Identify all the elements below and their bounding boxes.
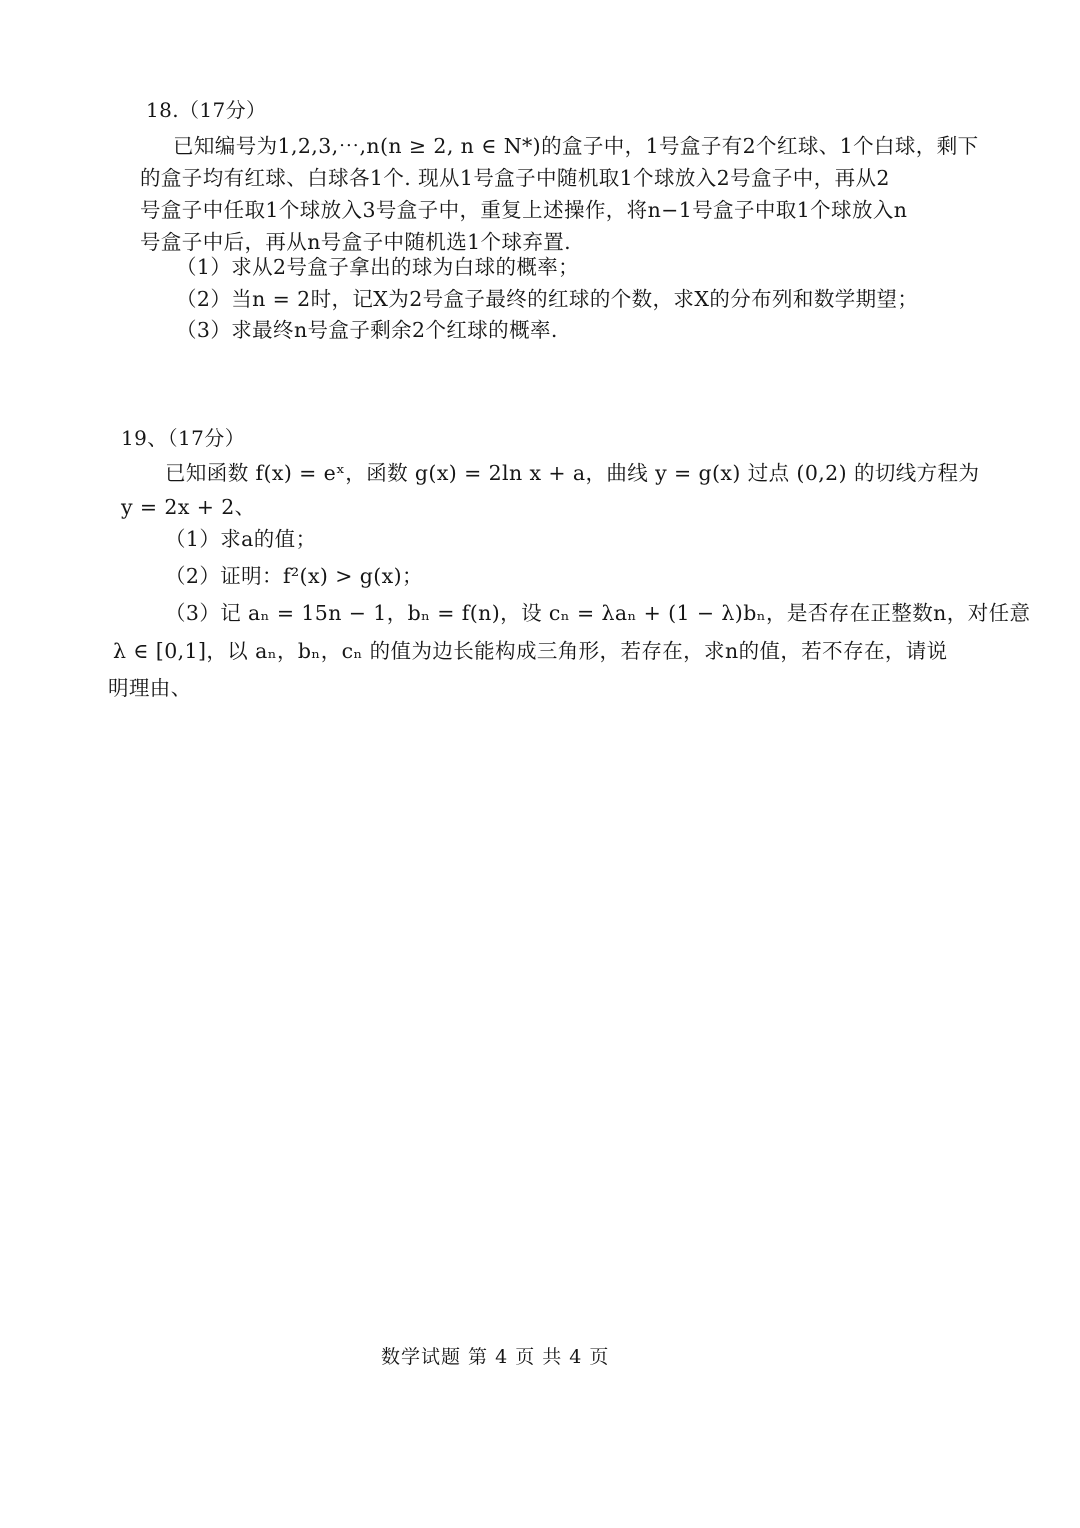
q18-part-1: （1）求从2号盒子拿出的球为白球的概率； [176,255,580,279]
q18-part-3: （3）求最终n号盒子剩余2个红球的概率. [176,318,558,342]
q19-part-3-continuation-1: λ ∈ [0,1]，以 aₙ，bₙ，cₙ 的值为边长能构成三角形，若存在，求n的值，若不存在，请说 [113,639,948,663]
q18-header: 18.（17分） [146,98,267,122]
q19-stem-line-2: y = 2x + 2、 [121,495,256,519]
q18-part-2: （2）当n = 2时，记X为2号盒子最终的红球的个数，求X的分布列和数学期望； [176,287,919,311]
q19-part-2: （2）证明：f²(x) > g(x)； [165,564,423,588]
q18-stem-line-3: 号盒子中任取1个球放入3号盒子中，重复上述操作，将n−1号盒子中取1个球放入n [140,198,908,222]
page-footer: 数学试题 第 4 页 共 4 页 [381,1346,610,1368]
q19-part-1: （1）求a的值； [165,527,317,551]
q19-header: 19、（17分） [121,426,246,450]
q18-stem-line-1: 已知编号为1,2,3,⋯,n(n ≥ 2, n ∈ N*)的盒子中，1号盒子有2个红球、1个白球，剩下 [173,134,979,158]
q18-stem-line-4: 号盒子中后，再从n号盒子中随机选1个球弃置. [140,230,572,254]
q18-stem-line-2: 的盒子均有红球、白球各1个. 现从1号盒子中随机取1个球放入2号盒子中，再从2 [140,166,890,190]
q19-part-3: （3）记 aₙ = 15n − 1，bₙ = f(n)，设 cₙ = λaₙ + (1 − λ)bₙ，是否存在正整数n，对任意 [165,601,1031,625]
q19-part-3-continuation-2: 明理由、 [108,676,192,700]
q19-stem-line-1: 已知函数 f(x) = eˣ，函数 g(x) = 2ln x + a，曲线 y = g(x) 过点 (0,2) 的切线方程为 [165,461,980,485]
